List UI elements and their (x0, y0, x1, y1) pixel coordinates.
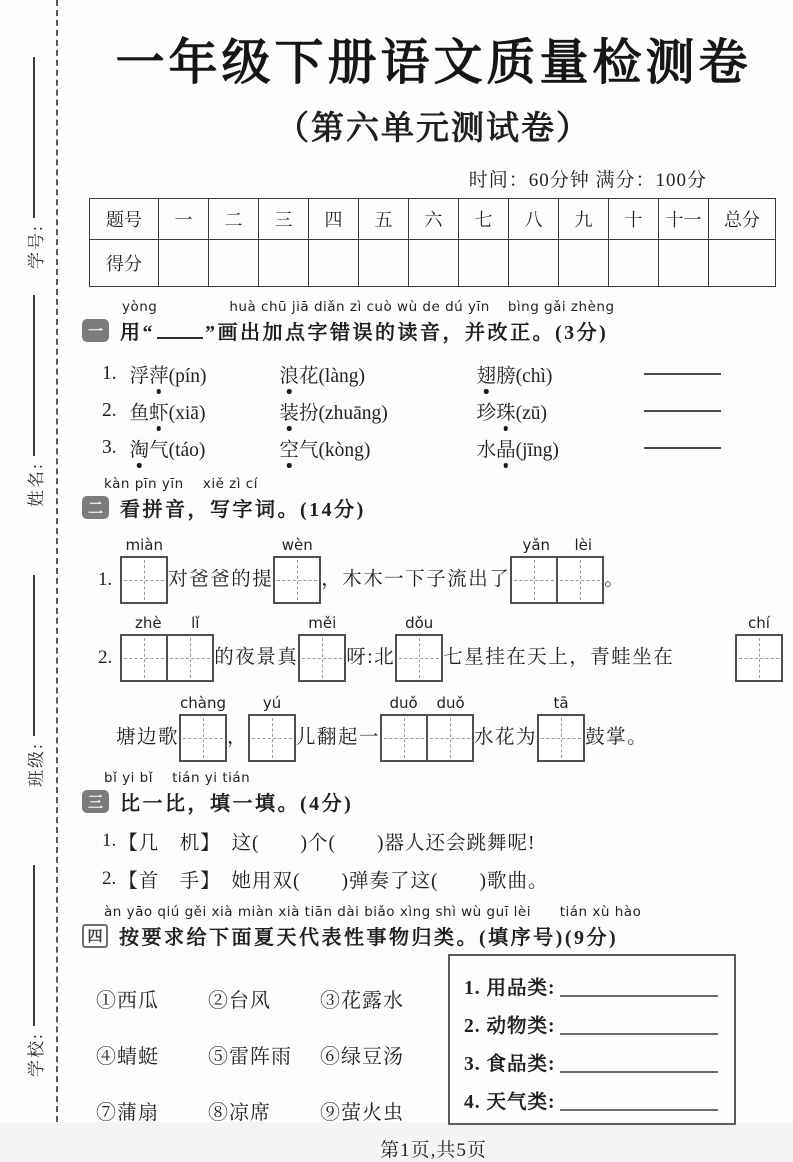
score-empty-cell (659, 240, 709, 287)
double-writing-box (380, 714, 474, 762)
score-header-cell: 七 (459, 199, 509, 240)
fill-text: 水花为 (474, 727, 538, 748)
dotted-char: 萍 (149, 365, 169, 387)
word-group (477, 360, 645, 388)
writing-box-group (298, 614, 346, 682)
word-post: 扮(zhuāng) (298, 402, 388, 424)
pinyin-label: lǐ (191, 614, 200, 632)
side-label-class: 班级: (26, 742, 46, 787)
category-row (464, 1038, 718, 1076)
dotted-char: 晶 (496, 439, 516, 461)
option-item: ①西瓜 (96, 990, 159, 1012)
word-post: 花(làng) (298, 365, 365, 387)
word-post: (pín) (168, 365, 207, 387)
side-label-school: 学校: (26, 1032, 46, 1077)
score-header-cell: 九 (559, 199, 609, 240)
score-table-score-row (90, 240, 776, 287)
word-group (130, 434, 280, 462)
score-header-cell: 十一 (659, 199, 709, 240)
score-header-cell: 十 (609, 199, 659, 240)
pinyin-label: wèn (281, 536, 313, 554)
q4-title-row (82, 921, 785, 950)
writing-box-group (179, 694, 227, 762)
word-pre: 水 (476, 439, 497, 461)
q1-pinyin-part: huà chū jiā diǎn zì cuò wù de dú yīn (229, 299, 490, 315)
word-pre: 鱼 (129, 402, 150, 424)
student-id-blank-line (33, 57, 35, 218)
score-row-label: 得分 (90, 240, 159, 287)
exam-subtitle: （第六单元测试卷） (276, 111, 591, 147)
word-post: (xiā) (168, 402, 206, 424)
score-header-cell: 二 (209, 199, 259, 240)
q3-item-text: 【几 机】 这( )个( )器人还会跳舞呢! (118, 833, 536, 854)
side-field-school (21, 865, 47, 1077)
pinyin-label: miàn (125, 536, 163, 554)
category-label: 1. 用品类: (464, 978, 556, 999)
q1-title-row (82, 316, 785, 345)
writing-box-group (380, 694, 474, 762)
writing-box (537, 714, 585, 762)
q3-number-badge: 三 (82, 790, 109, 813)
score-header-cell: 八 (509, 199, 559, 240)
writing-box (395, 634, 443, 682)
class-blank-line (33, 575, 35, 736)
q2-pinyin: kàn pīn yīn xiě zì cí (104, 476, 258, 492)
fill-text: 鼓掌。 (585, 727, 649, 748)
writing-box-group (510, 536, 604, 604)
q4-pinyin-line (82, 904, 785, 920)
main-content (82, 0, 785, 1162)
double-writing-box (510, 556, 604, 604)
score-empty-cell (259, 240, 309, 287)
fill-text: 的夜景真 (214, 647, 299, 668)
pinyin-label: zhè (135, 614, 162, 632)
fill-text: 。 (604, 569, 626, 590)
writing-box-group (120, 536, 168, 604)
writing-box (298, 634, 346, 682)
q3-title-row (82, 787, 785, 816)
q1-title-blank (157, 323, 203, 339)
pinyin-label: dǒu (405, 614, 434, 632)
q2-item-2-line-2 (116, 694, 785, 762)
exam-meta: 时间：60分钟 满分：100分 (468, 170, 707, 191)
writing-box (166, 634, 214, 682)
fill-text: ， (227, 727, 249, 748)
writing-box (273, 556, 321, 604)
fill-text: 呀:北 (346, 647, 396, 668)
dotted-char: 装 (279, 402, 299, 424)
q1-number-badge: 一 (82, 319, 109, 342)
q2-number-badge: 二 (82, 496, 109, 519)
q3-pinyin-line (82, 770, 785, 786)
word-pre: 珍 (476, 402, 497, 424)
q2-title-row (82, 493, 785, 522)
score-header-cell: 五 (359, 199, 409, 240)
q3-item-row (102, 860, 785, 898)
word-group (279, 360, 476, 388)
q1-pinyin-part: yòng (122, 299, 158, 315)
dotted-char: 淘 (129, 439, 150, 461)
score-empty-cell (559, 240, 609, 287)
question-1 (82, 299, 785, 466)
q4-body (82, 954, 785, 1125)
option-item: ④蜻蜓 (96, 1046, 159, 1068)
dotted-char: 浪 (279, 365, 299, 387)
q2-title: 看拼音，写字词。(14分) (120, 499, 366, 521)
school-blank-line (33, 865, 35, 1026)
word-pre: 浮 (129, 365, 150, 387)
question-2 (82, 476, 785, 762)
fill-text: ，木木一下子流出了 (321, 569, 511, 590)
q1-title (120, 316, 608, 345)
question-4 (82, 904, 785, 1125)
dotted-char: 翅 (476, 365, 497, 387)
option-item: ⑧凉席 (208, 1102, 271, 1124)
q1-title-pre: 用“ (120, 322, 155, 344)
option-item: ②台风 (208, 990, 271, 1012)
word-group (279, 434, 476, 462)
q2-pinyin-line (82, 476, 785, 492)
item-number: 2. (98, 647, 113, 668)
score-empty-cell (359, 240, 409, 287)
fill-text: 对爸爸的提 (168, 569, 274, 590)
q4-options-grid (96, 984, 442, 1125)
item-number: 1. (102, 830, 117, 851)
q1-title-post: ”画出加点字错误的读音，并改正。(3分) (205, 322, 609, 344)
word-group (477, 434, 645, 462)
question-3 (82, 770, 785, 898)
item-number: 2. (102, 868, 117, 889)
option-item: ⑥绿豆汤 (320, 1046, 404, 1068)
pinyin-label: chàng (180, 694, 226, 712)
writing-box (120, 556, 168, 604)
writing-box-group (537, 694, 585, 762)
score-table-header-row (90, 199, 776, 240)
item-number: 2. (102, 399, 117, 421)
q1-pinyin-part: bìng gǎi zhèng (507, 299, 615, 315)
writing-box (426, 714, 474, 762)
writing-box (735, 634, 783, 682)
option-item: ⑤雷阵雨 (208, 1046, 292, 1068)
score-table (89, 198, 776, 287)
writing-box (556, 556, 604, 604)
side-field-class (21, 575, 47, 787)
answer-underline (644, 410, 721, 412)
score-empty-cell (609, 240, 659, 287)
side-label-name: 姓名: (26, 462, 46, 507)
writing-box-group (273, 536, 321, 604)
score-empty-cell (709, 240, 776, 287)
writing-box-group (248, 694, 296, 762)
word-group (130, 360, 280, 388)
pinyin-label: měi (308, 614, 337, 632)
side-label-student-id: 学号: (26, 224, 46, 269)
q3-item-text: 【首 手】 她用双( )弹奏了这( )歌曲。 (118, 871, 549, 892)
option-item: ⑦蒲扇 (96, 1102, 159, 1124)
item-number: 3. (102, 436, 117, 458)
pinyin-label: chí (748, 614, 770, 632)
category-underline (560, 1033, 719, 1035)
word-post: 气(kòng) (298, 439, 371, 461)
score-empty-cell (309, 240, 359, 287)
q1-pinyin-line (82, 299, 785, 315)
dotted-char: 虾 (149, 402, 169, 424)
q4-title: 按要求给下面夏天代表性事物归类。(填序号)(9分) (119, 927, 619, 949)
q2-item-1 (98, 536, 785, 604)
category-row (464, 1076, 718, 1114)
score-empty-cell (459, 240, 509, 287)
dotted-char: 空 (279, 439, 299, 461)
writing-box-group (395, 614, 443, 682)
score-empty-cell (159, 240, 209, 287)
page-footer: 第1页,共5页 (380, 1140, 487, 1161)
fill-text: 七星挂在天上，青蛙坐在 (443, 647, 675, 668)
writing-box (248, 714, 296, 762)
category-underline (560, 995, 719, 997)
q3-items (102, 822, 785, 898)
writing-box-group (735, 614, 783, 682)
exam-title: 一年级下册语文质量检测卷 (115, 35, 752, 90)
score-empty-cell (509, 240, 559, 287)
writing-box (380, 714, 428, 762)
q1-items (102, 355, 785, 466)
dotted-char: 珠 (496, 402, 516, 424)
q3-title: 比一比，填一填。(4分) (120, 793, 354, 815)
category-label: 4. 天气类: (464, 1092, 556, 1113)
fill-text: 塘边歌 (116, 727, 180, 748)
answer-underline (644, 447, 721, 449)
q4-pinyin: àn yāo qiú gěi xià miàn xià tiān dài biǎo xìng shì wù guī lèi tián xù hào (104, 904, 642, 920)
writing-box (179, 714, 227, 762)
option-item: ⑨萤火虫 (320, 1102, 404, 1124)
score-header-cell: 题号 (90, 199, 159, 240)
category-row (464, 962, 718, 1000)
pinyin-label: duǒ (389, 694, 418, 712)
q1-item-row (102, 429, 785, 466)
answer-underline (644, 373, 721, 375)
category-row (464, 1000, 718, 1038)
pinyin-label: yǎn (522, 536, 551, 554)
score-header-cell: 六 (409, 199, 459, 240)
dashed-separator (56, 0, 58, 1122)
writing-box-group (120, 614, 214, 682)
side-field-name (21, 295, 47, 507)
score-empty-cell (409, 240, 459, 287)
word-post: (zū) (515, 402, 547, 424)
category-underline (560, 1071, 719, 1073)
word-group (477, 397, 645, 425)
q1-item-row (102, 355, 785, 392)
item-number: 1. (98, 569, 113, 590)
double-writing-box (120, 634, 214, 682)
writing-box (120, 634, 168, 682)
category-underline (560, 1109, 719, 1111)
category-label: 2. 动物类: (464, 1016, 556, 1037)
writing-box (510, 556, 558, 604)
q3-pinyin: bǐ yi bǐ tián yi tián (104, 770, 251, 786)
word-post: (jīng) (515, 439, 559, 461)
score-header-cell: 总分 (709, 199, 776, 240)
q4-number-badge: 四 (82, 924, 108, 948)
score-header-cell: 三 (259, 199, 309, 240)
word-group (130, 397, 280, 425)
q3-item-row (102, 822, 785, 860)
q2-item-2-line-1 (98, 614, 785, 682)
word-group (279, 397, 476, 425)
category-label: 3. 食品类: (464, 1054, 556, 1075)
side-field-student-id (21, 57, 47, 269)
score-header-cell: 一 (159, 199, 209, 240)
pinyin-label: duǒ (436, 694, 465, 712)
score-header-cell: 四 (309, 199, 359, 240)
word-post: 气(táo) (149, 439, 206, 461)
pinyin-label: lèi (574, 536, 593, 554)
option-item: ③花露水 (320, 990, 404, 1012)
item-number: 1. (102, 362, 117, 384)
fill-text: 儿翻起一 (296, 727, 381, 748)
score-empty-cell (209, 240, 259, 287)
word-post: 膀(chì) (496, 365, 553, 387)
pinyin-label: yú (262, 694, 282, 712)
name-blank-line (33, 295, 35, 456)
q4-category-box (448, 954, 736, 1125)
q1-item-row (102, 392, 785, 429)
pinyin-label: tā (553, 694, 569, 712)
